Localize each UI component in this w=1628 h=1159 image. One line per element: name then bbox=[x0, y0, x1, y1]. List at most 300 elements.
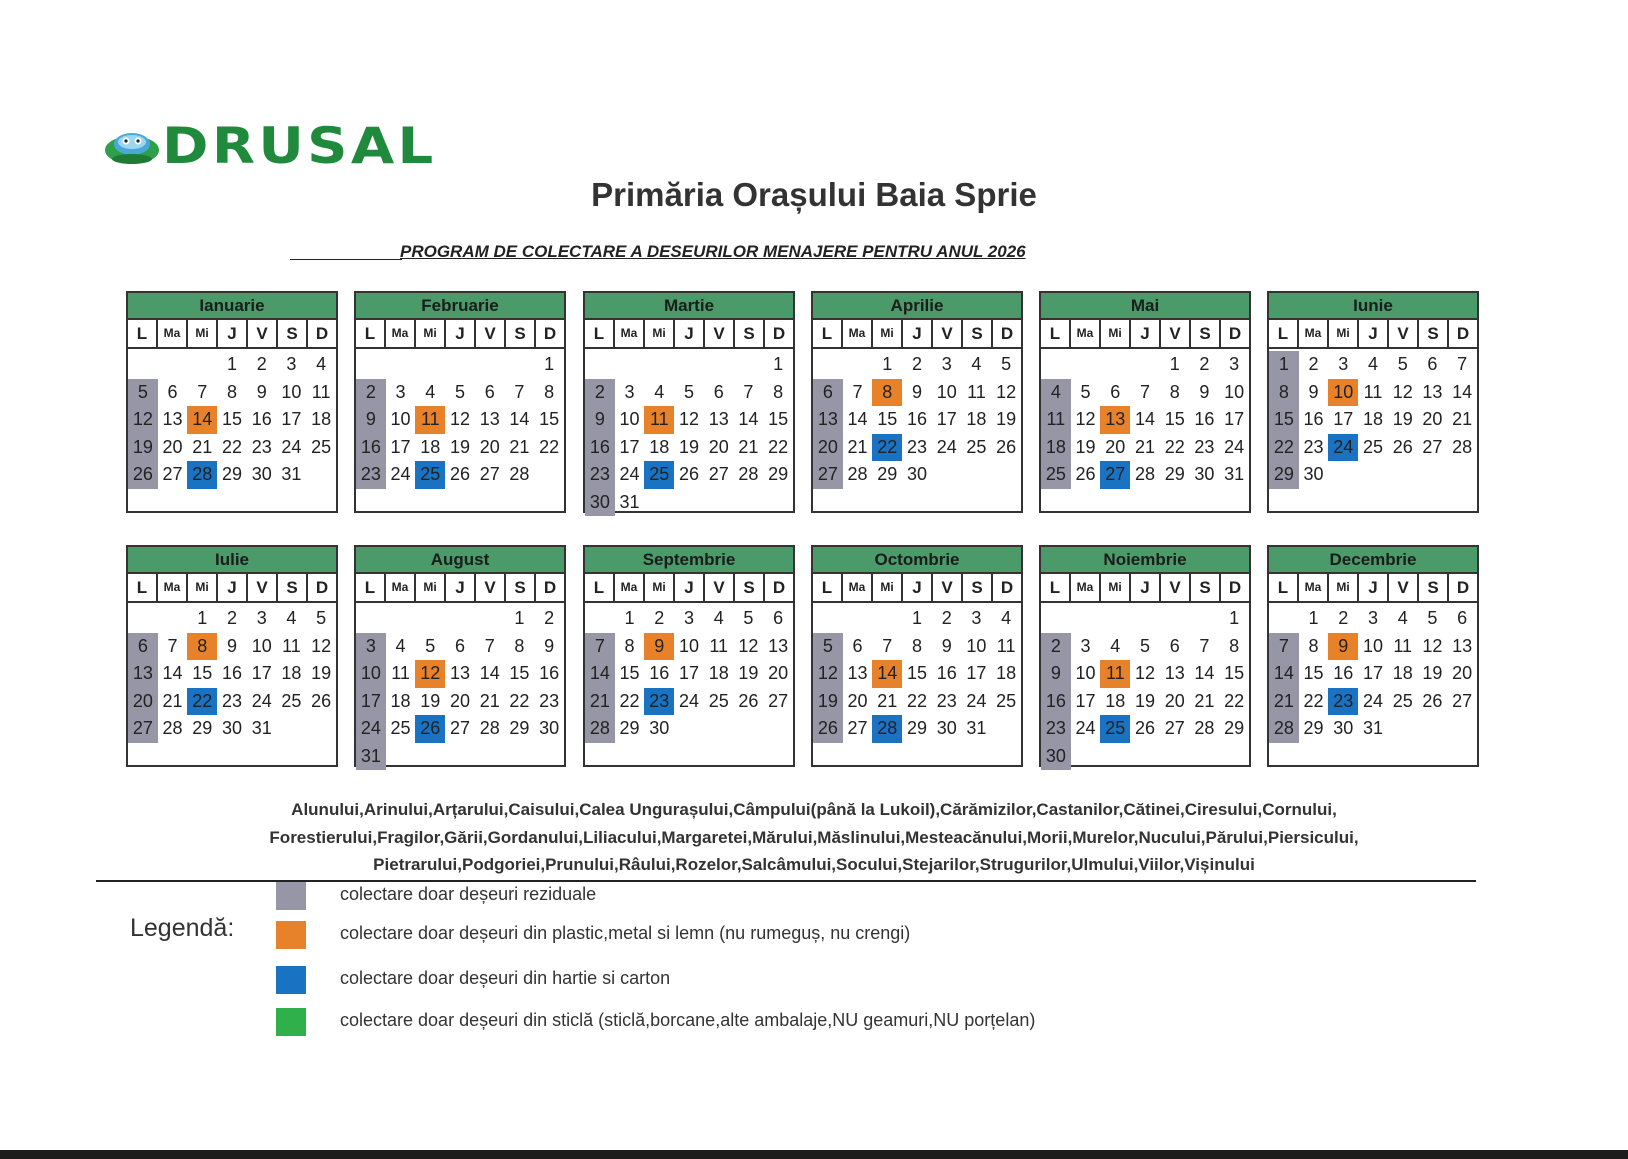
day-cell: 30 bbox=[221, 718, 242, 738]
day-cell: 21 bbox=[162, 690, 183, 711]
day-cell: 16 bbox=[251, 409, 272, 429]
day-cell: 27 bbox=[708, 464, 729, 484]
day-cell: 25 bbox=[996, 690, 1017, 711]
day-cell-paper: 27 bbox=[1100, 461, 1130, 489]
day-cell-plastic-metal: 12 bbox=[415, 660, 445, 688]
day-cell-residual: 13 bbox=[813, 406, 843, 434]
day-cell: 8 bbox=[624, 635, 635, 656]
weekday-header-row bbox=[356, 320, 564, 349]
day-cell-residual: 28 bbox=[1269, 715, 1299, 743]
day-cell: 29 bbox=[221, 464, 242, 484]
day-cell: 26 bbox=[1134, 718, 1155, 738]
month-august bbox=[354, 545, 566, 767]
empty-day-cell bbox=[415, 605, 445, 633]
day-cell: 11 bbox=[709, 635, 729, 656]
weekday-header: V bbox=[248, 320, 278, 347]
day-cell: 24 bbox=[281, 436, 302, 457]
day-cell-plastic-metal: 11 bbox=[415, 406, 445, 434]
empty-day-cell bbox=[1100, 351, 1130, 379]
day-cell: 4 bbox=[1001, 608, 1012, 628]
day-cell-residual: 20 bbox=[813, 434, 843, 462]
empty-day-cell bbox=[585, 605, 615, 633]
day-cell: 2 bbox=[941, 608, 952, 628]
weekday-header: D bbox=[1000, 578, 1014, 597]
empty-day-cell bbox=[1130, 351, 1160, 379]
day-grid bbox=[128, 349, 336, 489]
legend-label: Legendă: bbox=[130, 914, 235, 942]
weekday-header: D bbox=[1456, 324, 1470, 343]
day-cell: 28 bbox=[479, 718, 500, 738]
streets-list bbox=[0, 796, 1628, 879]
day-cell-plastic-metal: 9 bbox=[644, 633, 674, 661]
month-iulie bbox=[126, 545, 338, 767]
day-cell: 11 bbox=[996, 635, 1016, 656]
day-grid bbox=[356, 603, 564, 770]
day-cell: 6 bbox=[1427, 354, 1438, 374]
day-cell-residual: 23 bbox=[585, 461, 615, 489]
day-cell-residual: 30 bbox=[585, 489, 615, 517]
day-cell: 29 bbox=[906, 718, 927, 738]
weekday-header: Mi bbox=[645, 574, 675, 601]
day-cell-paper: 23 bbox=[644, 688, 674, 716]
legend-text: colectare doar deșeuri reziduale bbox=[340, 884, 597, 904]
day-cell: 12 bbox=[738, 635, 759, 656]
empty-day-cell bbox=[1041, 605, 1071, 633]
weekday-header-row bbox=[128, 574, 336, 603]
weekday-header-row bbox=[813, 574, 1021, 603]
weekday-header: L bbox=[1269, 574, 1299, 601]
empty-day-cell bbox=[128, 351, 158, 379]
weekday-header: S bbox=[1191, 320, 1221, 347]
day-grid bbox=[585, 603, 793, 743]
streets-line: Pietrarului,Podgoriei,Prunului,Râului,Rozelor,Salcâmului,Socului,Stejarilor,Strugurilor,Ulmului,Viilor,Vișinului bbox=[373, 855, 1255, 874]
day-cell: 16 bbox=[1194, 409, 1215, 429]
day-cell: 26 bbox=[449, 464, 470, 484]
day-cell: 27 bbox=[847, 718, 868, 738]
day-cell: 18 bbox=[649, 436, 670, 457]
weekday-header: Ma bbox=[386, 320, 416, 347]
day-cell: 13 bbox=[768, 635, 789, 656]
day-cell: 8 bbox=[1169, 381, 1180, 402]
weekday-header: L bbox=[356, 574, 386, 601]
day-cell: 10 bbox=[281, 381, 302, 402]
legend-swatch bbox=[276, 921, 306, 949]
day-cell: 24 bbox=[1075, 718, 1096, 738]
weekday-header: V bbox=[248, 574, 278, 601]
day-cell: 6 bbox=[773, 608, 784, 628]
day-cell: 11 bbox=[282, 635, 301, 656]
day-cell-residual: 17 bbox=[356, 688, 386, 716]
empty-day-cell bbox=[158, 351, 188, 379]
month-name: August bbox=[356, 547, 564, 574]
day-cell: 6 bbox=[167, 381, 178, 402]
day-cell: 17 bbox=[251, 663, 272, 683]
day-cell: 1 bbox=[1169, 354, 1180, 374]
day-cell: 24 bbox=[619, 464, 640, 484]
month-name: Decembrie bbox=[1269, 547, 1477, 574]
month-name: Noiembrie bbox=[1041, 547, 1249, 574]
day-cell: 7 bbox=[1199, 635, 1210, 656]
day-cell-plastic-metal: 11 bbox=[644, 406, 674, 434]
day-cell: 17 bbox=[936, 409, 957, 429]
day-cell: 3 bbox=[395, 381, 406, 402]
day-cell: 16 bbox=[1303, 409, 1324, 429]
day-cell: 15 bbox=[877, 409, 898, 429]
day-cell: 28 bbox=[1134, 464, 1155, 484]
day-cell-paper: 25 bbox=[415, 461, 445, 489]
day-cell: 8 bbox=[773, 381, 784, 402]
weekday-header: D bbox=[772, 324, 786, 343]
day-cell: 10 bbox=[251, 635, 272, 656]
day-cell: 21 bbox=[877, 690, 898, 711]
day-cell: 24 bbox=[390, 464, 411, 484]
weekday-header: L bbox=[813, 574, 843, 601]
day-cell: 23 bbox=[936, 690, 957, 711]
weekday-header: Ma bbox=[615, 574, 645, 601]
day-cell: 27 bbox=[768, 690, 789, 711]
day-cell: 7 bbox=[882, 635, 893, 656]
day-cell: 16 bbox=[1333, 663, 1354, 683]
weekday-header: Mi bbox=[873, 320, 903, 347]
weekday-header: L bbox=[585, 320, 615, 347]
empty-day-cell bbox=[1041, 351, 1071, 379]
day-cell: 29 bbox=[768, 464, 789, 484]
weekday-header: S bbox=[1191, 574, 1221, 601]
weekday-header: D bbox=[315, 324, 329, 343]
day-cell: 12 bbox=[1422, 635, 1443, 656]
day-cell: 15 bbox=[221, 409, 242, 429]
weekday-header: J bbox=[218, 320, 248, 347]
day-cell: 24 bbox=[936, 436, 957, 457]
day-cell-residual: 24 bbox=[356, 715, 386, 743]
day-cell: 6 bbox=[1457, 608, 1468, 628]
empty-day-cell bbox=[813, 605, 843, 633]
day-cell: 1 bbox=[773, 354, 784, 374]
weekday-header: L bbox=[1041, 320, 1071, 347]
day-cell: 5 bbox=[743, 608, 754, 628]
month-name: Februarie bbox=[356, 293, 564, 320]
day-cell: 8 bbox=[1229, 635, 1240, 656]
month-name: Mai bbox=[1041, 293, 1249, 320]
weekday-header: J bbox=[675, 320, 705, 347]
legend-swatch bbox=[276, 1008, 306, 1036]
day-cell: 2 bbox=[1308, 354, 1319, 374]
weekday-header: D bbox=[543, 324, 557, 343]
day-cell-residual: 14 bbox=[585, 660, 615, 688]
day-cell-plastic-metal: 11 bbox=[1100, 660, 1130, 688]
day-cell: 8 bbox=[226, 381, 237, 402]
day-cell-residual: 7 bbox=[1269, 633, 1299, 661]
day-cell: 13 bbox=[1164, 663, 1185, 683]
weekday-header: L bbox=[585, 574, 615, 601]
day-cell: 20 bbox=[162, 436, 183, 457]
day-cell-residual: 4 bbox=[1041, 379, 1071, 407]
day-cell: 13 bbox=[708, 409, 729, 429]
day-cell: 5 bbox=[454, 381, 465, 402]
day-cell: 14 bbox=[1194, 663, 1215, 683]
weekday-header: Mi bbox=[645, 320, 675, 347]
day-cell: 1 bbox=[226, 354, 237, 374]
day-cell: 4 bbox=[395, 635, 406, 656]
day-cell: 31 bbox=[966, 718, 987, 738]
day-cell: 28 bbox=[509, 464, 530, 484]
weekday-header-row bbox=[356, 574, 564, 603]
day-cell: 20 bbox=[1164, 690, 1185, 711]
day-cell: 7 bbox=[1457, 354, 1468, 374]
day-cell: 1 bbox=[624, 608, 635, 628]
day-cell: 3 bbox=[1367, 608, 1378, 628]
weekday-header: S bbox=[963, 574, 993, 601]
day-grid bbox=[813, 349, 1021, 489]
month-martie bbox=[583, 291, 795, 513]
day-cell: 29 bbox=[877, 464, 898, 484]
day-cell: 18 bbox=[1362, 409, 1383, 429]
day-cell-residual: 7 bbox=[585, 633, 615, 661]
day-cell: 30 bbox=[936, 718, 957, 738]
day-cell-residual: 6 bbox=[813, 379, 843, 407]
day-cell-plastic-metal: 13 bbox=[1100, 406, 1130, 434]
legend-text: colectare doar deșeuri din sticlă (sticlă,borcane,alte ambalaje,NU geamuri,NU porțelan) bbox=[340, 1010, 1036, 1030]
day-cell: 19 bbox=[996, 409, 1017, 429]
day-cell: 6 bbox=[713, 381, 724, 402]
day-cell-plastic-metal: 9 bbox=[1328, 633, 1358, 661]
day-cell: 30 bbox=[539, 718, 560, 738]
day-cell: 11 bbox=[391, 663, 410, 683]
day-cell: 29 bbox=[509, 718, 530, 738]
day-cell-paper: 23 bbox=[1328, 688, 1358, 716]
weekday-header: S bbox=[278, 574, 308, 601]
weekday-header: Mi bbox=[188, 320, 218, 347]
month-decembrie bbox=[1267, 545, 1479, 767]
month-name: Iulie bbox=[128, 547, 336, 574]
month-septembrie bbox=[583, 545, 795, 767]
day-cell: 31 bbox=[281, 464, 302, 484]
day-cell: 26 bbox=[738, 690, 759, 711]
day-cell: 28 bbox=[738, 464, 759, 484]
day-cell: 4 bbox=[425, 381, 436, 402]
day-grid bbox=[128, 603, 336, 743]
day-cell: 3 bbox=[1080, 635, 1091, 656]
day-cell-residual: 27 bbox=[128, 715, 158, 743]
day-cell: 8 bbox=[1308, 635, 1319, 656]
day-cell-residual: 26 bbox=[128, 461, 158, 489]
day-cell: 4 bbox=[654, 381, 665, 402]
day-cell: 19 bbox=[1422, 663, 1443, 683]
day-cell: 24 bbox=[1362, 690, 1383, 711]
day-cell: 19 bbox=[420, 690, 441, 711]
day-cell: 19 bbox=[738, 663, 759, 683]
day-cell-residual: 12 bbox=[813, 660, 843, 688]
day-cell: 22 bbox=[1224, 690, 1245, 711]
day-cell: 16 bbox=[539, 663, 560, 683]
day-cell: 11 bbox=[311, 381, 331, 402]
day-grid bbox=[1269, 603, 1477, 743]
day-cell: 6 bbox=[1169, 635, 1180, 656]
weekday-header: S bbox=[1419, 574, 1449, 601]
day-cell: 12 bbox=[678, 409, 699, 429]
day-cell: 17 bbox=[281, 409, 302, 429]
month-name: Ianuarie bbox=[128, 293, 336, 320]
empty-day-cell bbox=[386, 351, 416, 379]
weekday-header: J bbox=[446, 320, 476, 347]
legend-swatch bbox=[276, 966, 306, 994]
weekday-header: S bbox=[506, 320, 536, 347]
day-cell: 19 bbox=[1075, 436, 1096, 457]
day-cell-plastic-metal: 8 bbox=[187, 633, 217, 661]
day-cell: 20 bbox=[1452, 663, 1473, 683]
empty-day-cell bbox=[158, 605, 188, 633]
weekday-header: Ma bbox=[1071, 574, 1101, 601]
day-grid bbox=[1041, 603, 1249, 770]
day-cell: 11 bbox=[1363, 381, 1383, 402]
day-cell: 29 bbox=[1303, 718, 1324, 738]
day-cell: 24 bbox=[251, 690, 272, 711]
day-cell: 6 bbox=[484, 381, 495, 402]
day-cell: 20 bbox=[449, 690, 470, 711]
day-cell: 10 bbox=[936, 381, 957, 402]
day-cell: 13 bbox=[1452, 635, 1473, 656]
empty-day-cell bbox=[843, 605, 873, 633]
day-cell: 23 bbox=[221, 690, 242, 711]
day-cell: 11 bbox=[967, 381, 986, 402]
day-cell-residual: 18 bbox=[1041, 434, 1071, 462]
day-cell-paper: 26 bbox=[415, 715, 445, 743]
day-cell-residual: 26 bbox=[813, 715, 843, 743]
weekday-header: S bbox=[278, 320, 308, 347]
day-cell: 18 bbox=[281, 663, 302, 683]
weekday-header: V bbox=[476, 574, 506, 601]
day-cell: 1 bbox=[514, 608, 525, 628]
day-grid bbox=[813, 603, 1021, 743]
day-cell: 8 bbox=[544, 381, 555, 402]
day-cell: 10 bbox=[678, 635, 699, 656]
day-cell: 7 bbox=[852, 381, 863, 402]
day-cell: 5 bbox=[683, 381, 694, 402]
empty-day-cell bbox=[356, 351, 386, 379]
weekday-header: V bbox=[705, 574, 735, 601]
day-cell-residual: 19 bbox=[128, 434, 158, 462]
day-cell: 13 bbox=[449, 663, 470, 683]
day-cell: 26 bbox=[1392, 436, 1413, 457]
weekday-header: D bbox=[315, 578, 329, 597]
month-name: Octombrie bbox=[813, 547, 1021, 574]
weekday-header: Ma bbox=[158, 574, 188, 601]
day-cell: 21 bbox=[192, 436, 213, 457]
empty-day-cell bbox=[445, 351, 475, 379]
day-cell: 11 bbox=[1393, 635, 1413, 656]
day-cell-plastic-metal: 14 bbox=[872, 660, 902, 688]
day-cell: 2 bbox=[544, 608, 555, 628]
weekday-header: J bbox=[903, 320, 933, 347]
weekday-header: V bbox=[933, 320, 963, 347]
empty-day-cell bbox=[187, 351, 217, 379]
day-cell: 17 bbox=[1075, 690, 1096, 711]
day-cell: 22 bbox=[539, 436, 560, 457]
day-cell: 10 bbox=[1075, 663, 1096, 683]
day-cell: 3 bbox=[256, 608, 267, 628]
page-title: Primăria Orașului Baia Sprie bbox=[591, 176, 1037, 213]
day-cell: 27 bbox=[479, 464, 500, 484]
day-grid bbox=[585, 349, 793, 516]
day-cell: 21 bbox=[847, 436, 868, 457]
day-cell: 3 bbox=[1229, 354, 1240, 374]
day-cell: 8 bbox=[514, 635, 525, 656]
day-cell: 2 bbox=[1338, 608, 1349, 628]
day-cell-residual: 25 bbox=[1041, 461, 1071, 489]
month-name: Aprilie bbox=[813, 293, 1021, 320]
day-cell-paper: 25 bbox=[644, 461, 674, 489]
weekday-header: V bbox=[476, 320, 506, 347]
day-cell: 31 bbox=[251, 718, 272, 738]
day-cell: 23 bbox=[539, 690, 560, 711]
day-cell: 4 bbox=[713, 608, 724, 628]
day-cell: 10 bbox=[1224, 381, 1245, 402]
day-cell: 31 bbox=[1224, 464, 1245, 484]
day-cell-residual: 9 bbox=[1041, 660, 1071, 688]
day-cell: 17 bbox=[390, 436, 411, 457]
day-cell: 25 bbox=[311, 436, 332, 457]
empty-day-cell bbox=[1100, 605, 1130, 633]
weekday-header: J bbox=[1131, 320, 1161, 347]
day-cell: 26 bbox=[1422, 690, 1443, 711]
month-iunie bbox=[1267, 291, 1479, 513]
day-cell-residual: 28 bbox=[585, 715, 615, 743]
day-cell: 21 bbox=[1134, 436, 1155, 457]
day-cell-residual: 19 bbox=[813, 688, 843, 716]
day-cell-residual: 10 bbox=[356, 660, 386, 688]
day-cell-residual: 8 bbox=[1269, 379, 1299, 407]
day-cell: 7 bbox=[197, 381, 208, 402]
day-cell: 12 bbox=[449, 409, 470, 429]
page-subtitle: PROGRAM DE COLECTARE A DESEURILOR MENAJERE PENTRU ANUL 2026 bbox=[400, 242, 1026, 261]
day-cell-residual: 5 bbox=[128, 379, 158, 407]
day-cell-residual: 3 bbox=[356, 633, 386, 661]
weekday-header: S bbox=[735, 320, 765, 347]
day-cell: 7 bbox=[1139, 381, 1150, 402]
empty-day-cell bbox=[445, 605, 475, 633]
day-cell: 25 bbox=[390, 718, 411, 738]
weekday-header: D bbox=[1228, 324, 1242, 343]
day-cell: 14 bbox=[738, 409, 759, 429]
day-cell-residual: 16 bbox=[585, 434, 615, 462]
day-cell: 12 bbox=[1134, 663, 1155, 683]
day-cell: 31 bbox=[1362, 718, 1383, 738]
weekday-header: J bbox=[1359, 320, 1389, 347]
day-cell: 25 bbox=[708, 690, 729, 711]
day-cell: 27 bbox=[449, 718, 470, 738]
day-cell: 20 bbox=[847, 690, 868, 711]
day-cell: 29 bbox=[192, 718, 213, 738]
weekday-header: S bbox=[963, 320, 993, 347]
empty-day-cell bbox=[356, 605, 386, 633]
empty-day-cell bbox=[1190, 605, 1220, 633]
day-cell-residual: 2 bbox=[1041, 633, 1071, 661]
day-cell: 6 bbox=[454, 635, 465, 656]
legend-swatch bbox=[276, 882, 306, 910]
day-cell: 21 bbox=[479, 690, 500, 711]
day-cell: 1 bbox=[1308, 608, 1319, 628]
empty-day-cell bbox=[813, 351, 843, 379]
day-cell: 27 bbox=[162, 464, 183, 484]
day-cell: 17 bbox=[619, 436, 640, 457]
day-cell: 20 bbox=[1105, 436, 1126, 457]
day-cell: 1 bbox=[882, 354, 893, 374]
weekday-header-row bbox=[1041, 320, 1249, 349]
day-cell-residual: 30 bbox=[1041, 743, 1071, 771]
day-cell: 19 bbox=[311, 663, 332, 683]
weekday-header: L bbox=[128, 574, 158, 601]
day-cell: 13 bbox=[1422, 381, 1443, 402]
